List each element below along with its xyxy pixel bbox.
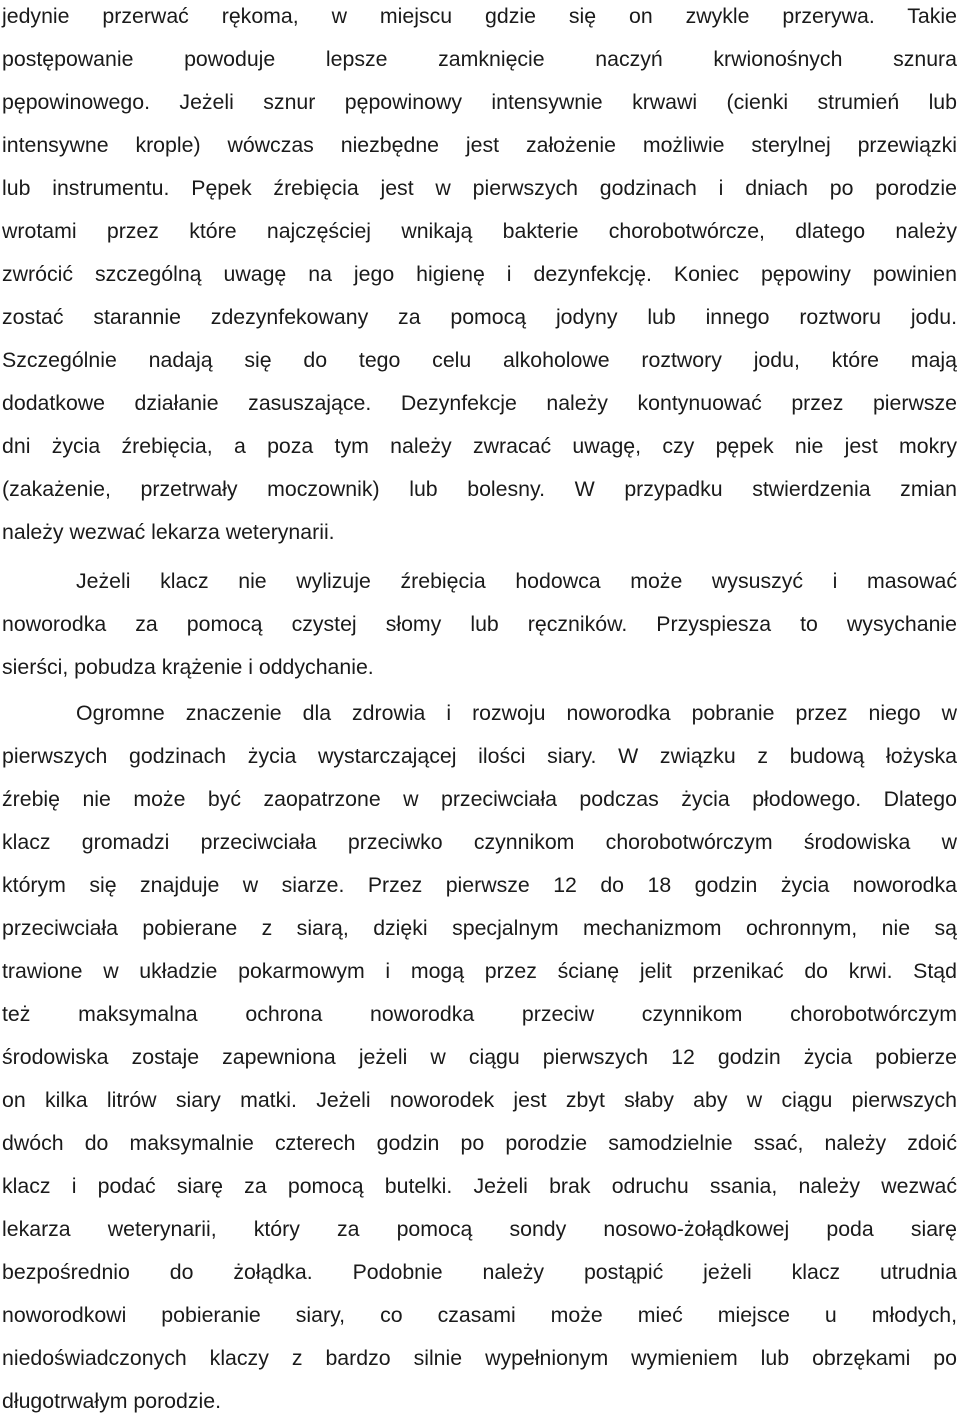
text-line: trawione w układzie pokarmowym i mogą przez ścianę jelit przenikać do krwi. Stąd	[2, 959, 957, 983]
text-line: klacz i podać siarę za pomocą butelki. Jeżeli brak odruchu ssania, należy wezwać	[2, 1174, 957, 1198]
text-line: jedynie przerwać rękoma, w miejscu gdzie się on zwykle przerywa. Takie	[2, 4, 957, 28]
text-line: długotrwałym porodzie.	[2, 1389, 221, 1413]
text-line: dodatkowe działanie zasuszające. Dezynfekcje należy kontynuować przez pierwsze	[2, 391, 957, 415]
text-line: sierści, pobudza krążenie i oddychanie.	[2, 655, 374, 679]
text-line: intensywne krople) wówczas niezbędne jest założenie możliwie sterylnej przewiązki	[2, 133, 957, 157]
text-line: przeciwciała pobierane z siarą, dzięki specjalnym mechanizmom ochronnym, nie są	[2, 916, 957, 940]
text-line: należy wezwać lekarza weterynarii.	[2, 520, 335, 544]
text-line: lekarza weterynarii, który za pomocą sondy nosowo-żołądkowej poda siarę	[2, 1217, 957, 1241]
text-line: też maksymalna ochrona noworodka przeciw czynnikom chorobotwórczym	[2, 1002, 957, 1026]
text-line: dwóch do maksymalnie czterech godzin po porodzie samodzielnie ssać, należy zdoić	[2, 1131, 957, 1155]
text-line: noworodka za pomocą czystej słomy lub ręczników. Przyspiesza to wysychanie	[2, 612, 957, 636]
text-line: bezpośrednio do żołądka. Podobnie należy postąpić jeżeli klacz utrudnia	[2, 1260, 957, 1284]
text-line: niedoświadczonych klaczy z bardzo silnie wypełnionym wymieniem lub obrzękami po	[2, 1346, 957, 1370]
text-line: zostać starannie zdezynfekowany za pomocą jodyny lub innego roztworu jodu.	[2, 305, 957, 329]
text-line: on kilka litrów siary matki. Jeżeli noworodek jest zbyt słaby aby w ciągu pierwszych	[2, 1088, 957, 1112]
text-line: Szczególnie nadają się do tego celu alkoholowe roztwory jodu, które mają	[2, 348, 957, 372]
text-line: dni życia źrebięcia, a poza tym należy zwracać uwagę, czy pępek nie jest mokry	[2, 434, 957, 458]
text-line: źrebię nie może być zaopatrzone w przeciwciała podczas życia płodowego. Dlatego	[2, 787, 957, 811]
text-line: (zakażenie, przetrwały moczownik) lub bolesny. W przypadku stwierdzenia zmian	[2, 477, 957, 501]
text-line: środowiska zostaje zapewniona jeżeli w ciągu pierwszych 12 godzin życia pobierze	[2, 1045, 957, 1069]
text-line: lub instrumentu. Pępek źrebięcia jest w pierwszych godzinach i dniach po porodzie	[2, 176, 957, 200]
text-line: noworodkowi pobieranie siary, co czasami może mieć miejsce u młodych,	[2, 1303, 957, 1327]
text-line: zwrócić szczególną uwagę na jego higienę i dezynfekcję. Koniec pępowiny powinien	[2, 262, 957, 286]
text-line: wrotami przez które najczęściej wnikają bakterie chorobotwórcze, dlatego należy	[2, 219, 957, 243]
text-line: pępowinowego. Jeżeli sznur pępowinowy intensywnie krwawi (cienki strumień lub	[2, 90, 957, 114]
text-line: Jeżeli klacz nie wylizuje źrebięcia hodowca może wysuszyć i masować	[76, 569, 957, 593]
text-line: którym się znajduje w siarze. Przez pierwsze 12 do 18 godzin życia noworodka	[2, 873, 957, 897]
text-line: postępowanie powoduje lepsze zamknięcie naczyń krwionośnych sznura	[2, 47, 957, 71]
text-line: pierwszych godzinach życia wystarczającej ilości siary. W związku z budową łożyska	[2, 744, 957, 768]
text-line: Ogromne znaczenie dla zdrowia i rozwoju noworodka pobranie przez niego w	[76, 701, 957, 725]
text-line: klacz gromadzi przeciwciała przeciwko czynnikom chorobotwórczym środowiska w	[2, 830, 957, 854]
